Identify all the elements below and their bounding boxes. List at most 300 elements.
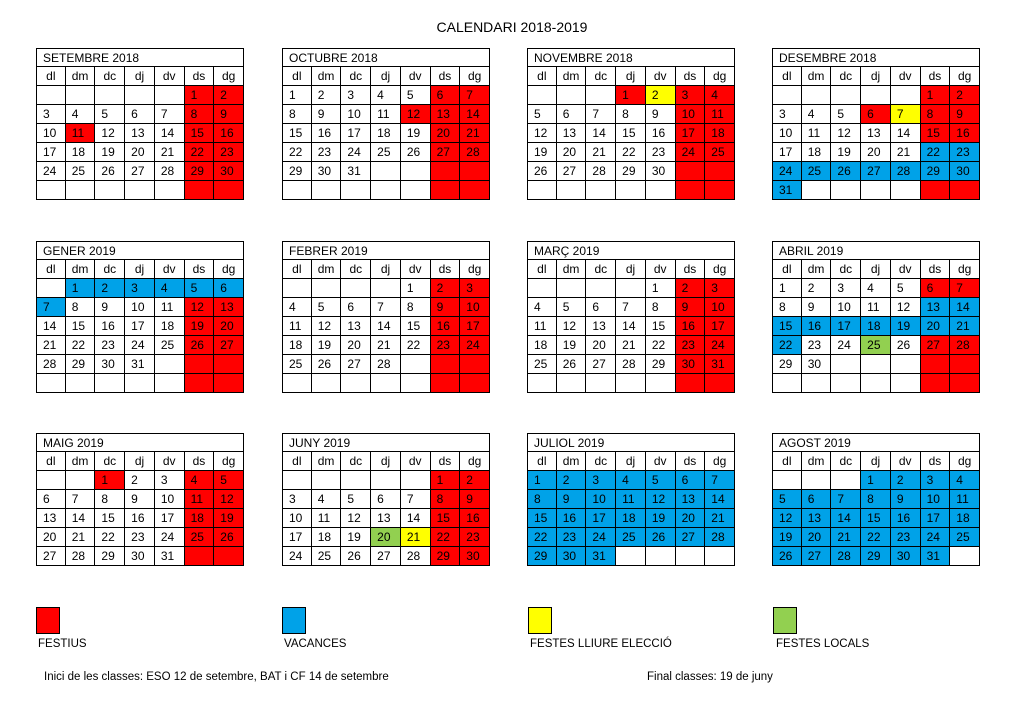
day-cell: 6 [341, 298, 371, 317]
day-cell: 1 [185, 86, 215, 105]
day-cell: 26 [312, 355, 342, 374]
day-cell [371, 279, 401, 298]
day-cell: 22 [616, 143, 646, 162]
day-cell: 11 [705, 105, 735, 124]
day-cell: 21 [831, 528, 861, 547]
day-cell: 24 [125, 336, 155, 355]
day-cell: 17 [831, 317, 861, 336]
day-cell: 4 [185, 471, 215, 490]
day-cell: 17 [155, 509, 185, 528]
day-cell: 11 [66, 124, 96, 143]
day-cell: 30 [802, 355, 832, 374]
day-cell [705, 162, 735, 181]
day-cell [676, 162, 706, 181]
day-cell: 18 [185, 509, 215, 528]
day-cell: 26 [646, 528, 676, 547]
day-cell [185, 355, 215, 374]
day-cell [282, 471, 312, 490]
day-cell: 28 [36, 355, 66, 374]
day-cell: 4 [616, 471, 646, 490]
day-cell: 3 [460, 279, 490, 298]
day-cell [214, 374, 244, 393]
day-cell: 12 [891, 298, 921, 317]
day-cell: 17 [586, 509, 616, 528]
day-cell [921, 181, 951, 200]
day-cell: 3 [125, 279, 155, 298]
day-cell: 16 [95, 317, 125, 336]
day-cell [831, 181, 861, 200]
day-cell [557, 279, 587, 298]
lliure-eleccio-swatch [528, 607, 552, 634]
day-cell: 16 [312, 124, 342, 143]
day-cell [861, 86, 891, 105]
day-cell: 5 [401, 86, 431, 105]
day-cell [460, 162, 490, 181]
day-cell: 22 [646, 336, 676, 355]
weekday-header: dj [125, 452, 155, 471]
day-cell: 13 [36, 509, 66, 528]
month-calendar [527, 48, 735, 200]
day-cell [831, 374, 861, 393]
day-cell: 18 [282, 336, 312, 355]
day-cell: 20 [125, 143, 155, 162]
day-cell: 2 [557, 471, 587, 490]
day-cell: 25 [861, 336, 891, 355]
day-cell: 5 [341, 490, 371, 509]
day-cell [950, 374, 980, 393]
day-cell [155, 374, 185, 393]
weekday-header: ds [676, 452, 706, 471]
day-cell: 21 [401, 528, 431, 547]
day-cell: 7 [460, 86, 490, 105]
day-cell: 27 [36, 547, 66, 566]
day-cell: 6 [125, 105, 155, 124]
day-cell: 4 [282, 298, 312, 317]
weekday-header: dl [772, 260, 802, 279]
weekday-header: dv [891, 67, 921, 86]
day-cell [401, 355, 431, 374]
festius-swatch [36, 607, 60, 634]
day-cell: 5 [891, 279, 921, 298]
day-cell: 11 [861, 298, 891, 317]
day-cell: 7 [155, 105, 185, 124]
day-cell [95, 181, 125, 200]
day-cell [527, 279, 557, 298]
day-cell: 11 [155, 298, 185, 317]
day-cell [705, 181, 735, 200]
day-cell [155, 86, 185, 105]
day-cell: 18 [950, 509, 980, 528]
day-cell: 21 [705, 509, 735, 528]
day-cell: 6 [676, 471, 706, 490]
day-cell: 29 [772, 355, 802, 374]
day-cell: 19 [557, 336, 587, 355]
day-cell [214, 355, 244, 374]
day-cell: 20 [921, 317, 951, 336]
day-cell: 22 [95, 528, 125, 547]
day-cell: 22 [185, 143, 215, 162]
day-cell: 19 [527, 143, 557, 162]
day-cell: 6 [586, 298, 616, 317]
day-cell [557, 374, 587, 393]
month-calendar [527, 433, 735, 566]
day-cell: 2 [950, 86, 980, 105]
day-cell [891, 86, 921, 105]
day-cell: 4 [66, 105, 96, 124]
day-cell: 15 [282, 124, 312, 143]
day-cell: 14 [950, 298, 980, 317]
day-cell: 8 [66, 298, 96, 317]
weekday-header: dg [705, 452, 735, 471]
day-cell: 20 [371, 528, 401, 547]
weekday-header: ds [185, 452, 215, 471]
weekday-header: ds [431, 452, 461, 471]
weekday-header: dg [705, 260, 735, 279]
day-cell: 26 [831, 162, 861, 181]
day-cell [557, 86, 587, 105]
weekday-header: dv [401, 67, 431, 86]
day-cell: 20 [861, 143, 891, 162]
day-cell: 29 [431, 547, 461, 566]
day-cell: 6 [557, 105, 587, 124]
day-cell: 12 [214, 490, 244, 509]
day-cell: 20 [802, 528, 832, 547]
day-cell: 15 [772, 317, 802, 336]
day-cell: 12 [95, 124, 125, 143]
day-cell: 8 [921, 105, 951, 124]
day-cell: 9 [312, 105, 342, 124]
day-cell: 9 [460, 490, 490, 509]
weekday-header: dl [282, 260, 312, 279]
day-cell: 23 [312, 143, 342, 162]
day-cell [527, 86, 557, 105]
weekday-header: dg [705, 67, 735, 86]
weekday-header: dc [341, 67, 371, 86]
weekday-header: dm [802, 452, 832, 471]
day-cell: 11 [312, 509, 342, 528]
day-cell: 25 [371, 143, 401, 162]
day-cell: 30 [891, 547, 921, 566]
day-cell: 19 [95, 143, 125, 162]
day-cell [950, 181, 980, 200]
day-cell: 23 [125, 528, 155, 547]
day-cell: 5 [772, 490, 802, 509]
day-cell [921, 374, 951, 393]
day-cell: 26 [95, 162, 125, 181]
day-cell [282, 279, 312, 298]
day-cell [312, 181, 342, 200]
day-cell [341, 374, 371, 393]
day-cell: 10 [341, 105, 371, 124]
day-cell [66, 374, 96, 393]
day-cell [341, 181, 371, 200]
month-calendar [282, 241, 490, 393]
day-cell: 28 [616, 355, 646, 374]
day-cell: 21 [36, 336, 66, 355]
day-cell: 10 [586, 490, 616, 509]
day-cell [891, 374, 921, 393]
month-days-grid [527, 452, 735, 566]
day-cell: 22 [772, 336, 802, 355]
weekday-header: ds [921, 452, 951, 471]
day-cell: 9 [802, 298, 832, 317]
day-cell: 12 [831, 124, 861, 143]
weekday-header: dj [616, 260, 646, 279]
day-cell: 15 [861, 509, 891, 528]
day-cell: 12 [341, 509, 371, 528]
day-cell: 1 [401, 279, 431, 298]
day-cell [185, 547, 215, 566]
day-cell: 14 [36, 317, 66, 336]
day-cell: 23 [431, 336, 461, 355]
weekday-header: dc [586, 452, 616, 471]
day-cell [282, 181, 312, 200]
weekday-header: dm [557, 452, 587, 471]
day-cell: 29 [282, 162, 312, 181]
day-cell [460, 181, 490, 200]
day-cell: 17 [705, 317, 735, 336]
day-cell [557, 181, 587, 200]
day-cell [95, 374, 125, 393]
month-title: JUNY 2019 [282, 433, 490, 452]
day-cell: 1 [646, 279, 676, 298]
day-cell [36, 279, 66, 298]
weekday-header: dl [527, 452, 557, 471]
festius-label: FESTIUS [38, 638, 87, 650]
day-cell: 27 [371, 547, 401, 566]
day-cell: 2 [214, 86, 244, 105]
month-days-grid [282, 452, 490, 566]
day-cell: 8 [95, 490, 125, 509]
day-cell: 28 [401, 547, 431, 566]
day-cell: 26 [214, 528, 244, 547]
day-cell: 21 [950, 317, 980, 336]
day-cell: 2 [802, 279, 832, 298]
day-cell [66, 181, 96, 200]
day-cell [66, 86, 96, 105]
day-cell: 8 [185, 105, 215, 124]
day-cell: 13 [214, 298, 244, 317]
day-cell: 17 [460, 317, 490, 336]
day-cell: 9 [431, 298, 461, 317]
day-cell: 22 [282, 143, 312, 162]
day-cell [527, 374, 557, 393]
day-cell: 1 [616, 86, 646, 105]
day-cell: 24 [586, 528, 616, 547]
day-cell [312, 279, 342, 298]
day-cell: 18 [616, 509, 646, 528]
day-cell: 26 [557, 355, 587, 374]
day-cell: 21 [616, 336, 646, 355]
day-cell [586, 374, 616, 393]
month-calendar [36, 433, 244, 566]
day-cell [950, 355, 980, 374]
day-cell: 12 [557, 317, 587, 336]
weekday-header: dv [155, 67, 185, 86]
weekday-header: dm [66, 67, 96, 86]
day-cell: 21 [460, 124, 490, 143]
day-cell: 8 [616, 105, 646, 124]
day-cell: 1 [66, 279, 96, 298]
day-cell: 23 [676, 336, 706, 355]
weekday-header: dg [214, 260, 244, 279]
day-cell: 20 [676, 509, 706, 528]
day-cell: 19 [312, 336, 342, 355]
day-cell: 23 [646, 143, 676, 162]
day-cell: 28 [891, 162, 921, 181]
day-cell: 24 [155, 528, 185, 547]
day-cell: 17 [36, 143, 66, 162]
day-cell: 9 [891, 490, 921, 509]
day-cell [676, 181, 706, 200]
weekday-header: dl [772, 67, 802, 86]
day-cell: 5 [557, 298, 587, 317]
day-cell: 2 [125, 471, 155, 490]
day-cell: 5 [831, 105, 861, 124]
day-cell: 3 [36, 105, 66, 124]
day-cell: 21 [371, 336, 401, 355]
day-cell: 5 [185, 279, 215, 298]
weekday-header: dv [401, 260, 431, 279]
weekday-header: dl [36, 260, 66, 279]
month-title: MAIG 2019 [36, 433, 244, 452]
day-cell: 17 [921, 509, 951, 528]
day-cell [460, 355, 490, 374]
day-cell: 20 [586, 336, 616, 355]
day-cell [431, 162, 461, 181]
day-cell: 14 [371, 317, 401, 336]
day-cell [861, 355, 891, 374]
day-cell: 15 [95, 509, 125, 528]
day-cell: 2 [431, 279, 461, 298]
weekday-header: dc [341, 452, 371, 471]
day-cell: 6 [371, 490, 401, 509]
day-cell: 10 [676, 105, 706, 124]
day-cell: 8 [527, 490, 557, 509]
day-cell: 17 [676, 124, 706, 143]
weekday-header: ds [185, 260, 215, 279]
day-cell: 19 [401, 124, 431, 143]
final-classes-note: Final classes: 19 de juny [647, 671, 773, 683]
day-cell: 29 [616, 162, 646, 181]
month-days-grid [36, 67, 244, 200]
weekday-header: dl [282, 67, 312, 86]
day-cell [646, 374, 676, 393]
month-days-grid [282, 260, 490, 393]
day-cell: 16 [802, 317, 832, 336]
weekday-header: dj [371, 452, 401, 471]
day-cell: 10 [36, 124, 66, 143]
day-cell: 2 [460, 471, 490, 490]
day-cell: 19 [646, 509, 676, 528]
day-cell: 5 [214, 471, 244, 490]
weekday-header: dg [460, 452, 490, 471]
day-cell [36, 181, 66, 200]
day-cell [527, 181, 557, 200]
day-cell: 15 [431, 509, 461, 528]
day-cell: 3 [705, 279, 735, 298]
day-cell: 20 [557, 143, 587, 162]
month-title: NOVEMBRE 2018 [527, 48, 735, 67]
day-cell: 28 [155, 162, 185, 181]
day-cell: 25 [950, 528, 980, 547]
day-cell [831, 471, 861, 490]
day-cell: 10 [125, 298, 155, 317]
day-cell: 27 [214, 336, 244, 355]
day-cell: 23 [95, 336, 125, 355]
day-cell [214, 547, 244, 566]
weekday-header: dl [36, 67, 66, 86]
weekday-header: dv [401, 452, 431, 471]
day-cell: 24 [705, 336, 735, 355]
day-cell [802, 181, 832, 200]
weekday-header: dc [95, 452, 125, 471]
day-cell: 11 [371, 105, 401, 124]
day-cell: 27 [802, 547, 832, 566]
day-cell: 16 [646, 124, 676, 143]
day-cell [125, 86, 155, 105]
weekday-header: dl [527, 67, 557, 86]
weekday-header: dm [557, 67, 587, 86]
day-cell: 27 [676, 528, 706, 547]
day-cell: 3 [772, 105, 802, 124]
day-cell: 6 [431, 86, 461, 105]
day-cell: 9 [950, 105, 980, 124]
weekday-header: dc [831, 260, 861, 279]
day-cell: 9 [557, 490, 587, 509]
day-cell [371, 162, 401, 181]
day-cell: 8 [646, 298, 676, 317]
day-cell: 9 [95, 298, 125, 317]
day-cell: 26 [891, 336, 921, 355]
day-cell: 4 [705, 86, 735, 105]
day-cell: 29 [527, 547, 557, 566]
day-cell: 15 [616, 124, 646, 143]
day-cell [401, 374, 431, 393]
day-cell: 27 [921, 336, 951, 355]
month-title: DESEMBRE 2018 [772, 48, 980, 67]
day-cell: 30 [214, 162, 244, 181]
day-cell: 27 [586, 355, 616, 374]
weekday-header: dg [214, 452, 244, 471]
day-cell: 6 [861, 105, 891, 124]
month-days-grid [36, 260, 244, 393]
day-cell: 30 [95, 355, 125, 374]
day-cell: 27 [557, 162, 587, 181]
weekday-header: dv [646, 260, 676, 279]
day-cell [861, 181, 891, 200]
day-cell [341, 471, 371, 490]
weekday-header: dl [772, 452, 802, 471]
day-cell: 24 [460, 336, 490, 355]
month-days-grid [36, 452, 244, 566]
day-cell: 12 [185, 298, 215, 317]
day-cell: 18 [802, 143, 832, 162]
day-cell: 25 [282, 355, 312, 374]
day-cell [401, 471, 431, 490]
month-days-grid [772, 452, 980, 566]
day-cell: 25 [312, 547, 342, 566]
day-cell [831, 355, 861, 374]
day-cell: 8 [861, 490, 891, 509]
day-cell [802, 471, 832, 490]
day-cell [401, 162, 431, 181]
day-cell: 26 [185, 336, 215, 355]
day-cell: 10 [460, 298, 490, 317]
day-cell: 12 [312, 317, 342, 336]
day-cell [705, 547, 735, 566]
day-cell: 1 [921, 86, 951, 105]
